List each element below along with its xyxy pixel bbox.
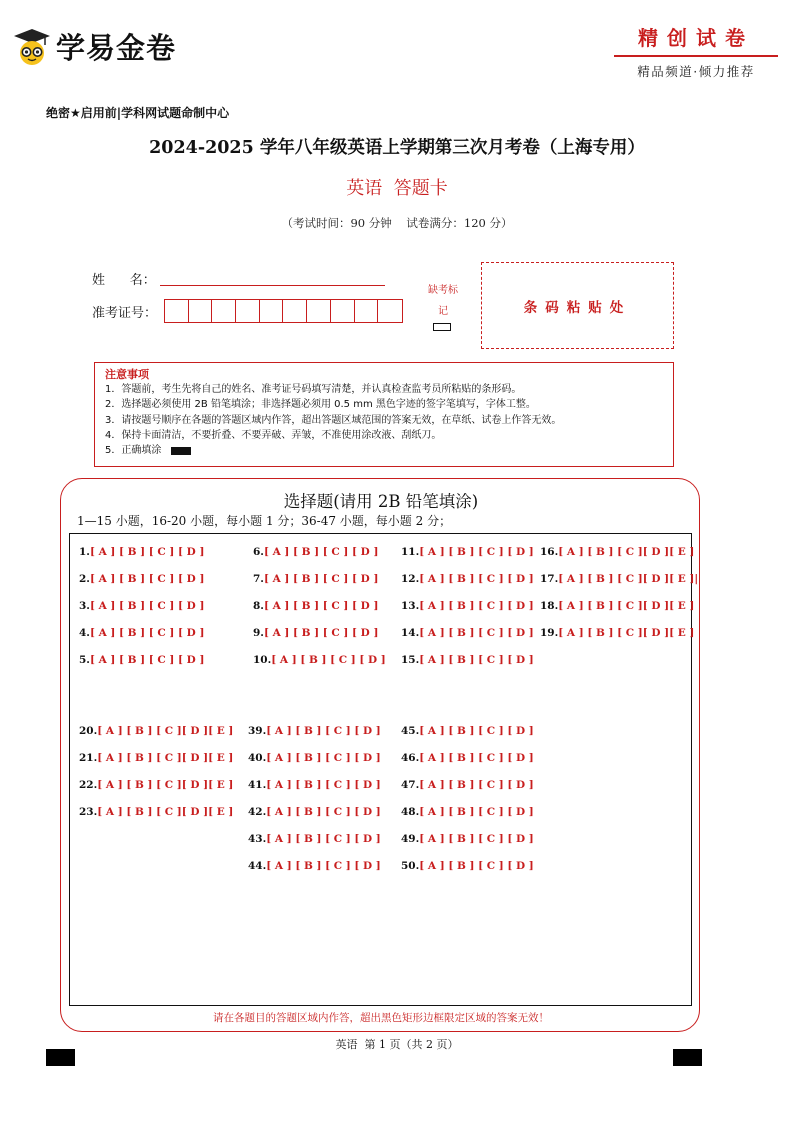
id-digit-box[interactable] <box>378 300 402 322</box>
question-number: 3. <box>79 600 90 612</box>
brand-divider <box>614 55 778 57</box>
answer-options[interactable]: [ A ] [ B ] [ C ] [ D ] <box>419 654 534 666</box>
answer-options[interactable]: [ A ] [ B ] [ C ] [ D ] <box>266 860 381 872</box>
question-9[interactable] <box>253 627 378 639</box>
answer-options[interactable]: [ A ] [ B ] [ C ] [ D ] <box>419 573 534 585</box>
question-number: 13. <box>401 600 420 612</box>
absent-mark-box[interactable] <box>433 323 451 331</box>
question-5[interactable] <box>79 654 204 666</box>
filled-mark-example <box>171 447 191 455</box>
question-10[interactable] <box>253 654 386 666</box>
id-digit-box[interactable] <box>355 300 379 322</box>
answer-options[interactable]: [ A ] [ B ] [ C ] [ D ] <box>266 725 381 737</box>
answer-options[interactable]: [ A ] [ B ] [ C ] [ D ] <box>419 779 534 791</box>
question-number: 46. <box>401 752 420 764</box>
question-number: 39. <box>248 725 267 737</box>
answer-region <box>69 533 699 1006</box>
notice-item: 2．选择题必须使用 2B 铅笔填涂；非选择题必须用 0.5 mm 黑色字迹的签字笔填写，字体工整。 <box>105 399 536 411</box>
id-digit-box[interactable] <box>212 300 236 322</box>
answer-options[interactable]: [ A ] [ B ] [ C ] [ D ] <box>89 627 205 639</box>
question-18[interactable] <box>540 600 694 612</box>
question-number: 5. <box>79 654 90 666</box>
answer-options[interactable]: [ A ] [ B ] [ C ][ D ][ E ]| <box>558 573 699 585</box>
name-label: 姓 名： <box>92 273 156 288</box>
notice-item: 1．答题前，考生先将自己的姓名、准考证号码填写清楚，并认真检查监考员所粘贴的条形码。 <box>105 384 522 395</box>
exam-info: （考试时间：90 分钟 试卷满分：120 分） <box>281 216 513 230</box>
question-number: 16. <box>540 546 559 558</box>
question-number: 17. <box>540 573 559 585</box>
exam-id-label: 准考证号： <box>92 306 158 321</box>
question-1[interactable] <box>79 546 204 558</box>
brand-logo <box>12 26 176 67</box>
question-number: 40. <box>248 752 267 764</box>
question-22[interactable] <box>79 779 233 791</box>
confidential-line: 绝密★启用前|学科网试题命制中心 <box>46 106 230 120</box>
question-number: 6. <box>253 546 264 558</box>
answer-options[interactable]: [ A ] [ B ] [ C ] [ D ] <box>263 573 379 585</box>
brand-title: 精创试卷 <box>638 26 754 50</box>
question-number: 18. <box>540 600 559 612</box>
logo-text: 学易金卷 <box>56 31 177 65</box>
question-number: 9. <box>253 627 264 639</box>
answer-options[interactable]: [ A ] [ B ] [ C ] [ D ] <box>419 725 534 737</box>
question-number: 47. <box>401 779 420 791</box>
corner-mark-right <box>673 1049 702 1066</box>
answer-options[interactable]: [ A ] [ B ] [ C ][ D ][ E ] <box>97 806 234 818</box>
question-11[interactable] <box>401 546 534 558</box>
question-number: 4. <box>79 627 90 639</box>
question-48[interactable] <box>401 806 534 818</box>
id-digit-box[interactable] <box>165 300 189 322</box>
question-number: 15. <box>401 654 420 666</box>
brand-subtitle: 精品频道·倾力推荐 <box>637 64 755 79</box>
notice-item: 3．请按题号顺序在各题的答题区域内作答，超出答题区域范围的答案无效，在草纸、试卷上作答无效。 <box>105 414 562 426</box>
question-20[interactable] <box>79 725 233 737</box>
question-14[interactable] <box>401 627 534 639</box>
question-44[interactable] <box>248 860 381 872</box>
question-46[interactable] <box>401 752 534 764</box>
answer-options[interactable]: [ A ] [ B ] [ C ] [ D ] <box>266 806 381 818</box>
answer-options[interactable]: [ A ] [ B ] [ C ][ D ][ E ] <box>97 752 234 764</box>
question-17[interactable] <box>540 573 698 585</box>
question-number: 48. <box>401 806 420 818</box>
choice-section-info: 1—15 小题，16-20 小题，每小题 1 分；36-47 小题，每小题 2 分； <box>77 514 452 528</box>
question-number: 10. <box>253 654 272 666</box>
question-number: 1. <box>79 546 90 558</box>
answer-options[interactable]: [ A ] [ B ] [ C ] [ D ] <box>419 627 534 639</box>
id-digit-box[interactable] <box>331 300 355 322</box>
answer-options[interactable]: [ A ] [ B ] [ C ][ D ][ E ] <box>97 725 234 737</box>
question-13[interactable] <box>401 600 534 612</box>
id-digit-box[interactable] <box>307 300 331 322</box>
question-47[interactable] <box>401 779 534 791</box>
answer-options[interactable]: [ A ] [ B ] [ C ][ D ][ E ] <box>97 779 234 791</box>
answer-options[interactable]: [ A ] [ B ] [ C ][ D ][ E ] <box>558 627 695 639</box>
question-number: 21. <box>79 752 98 764</box>
answer-options[interactable]: [ A ] [ B ] [ C ] [ D ] <box>419 833 534 845</box>
absent-mark-label: 缺考标记 <box>428 285 458 317</box>
answer-options[interactable]: [ A ] [ B ] [ C ] [ D ] <box>263 600 379 612</box>
id-digit-box[interactable] <box>236 300 260 322</box>
exam-title: 2024-2025 学年八年级英语上学期第三次月考卷（上海专用） <box>149 138 645 158</box>
question-number: 44. <box>248 860 267 872</box>
question-15[interactable] <box>401 654 534 666</box>
question-number: 19. <box>540 627 559 639</box>
question-number: 42. <box>248 806 267 818</box>
notice-item: 4．保持卡面清洁，不要折叠、不要弄破、弄皱，不准使用涂改液、刮纸刀。 <box>105 429 442 441</box>
answer-options[interactable]: [ A ] [ B ] [ C ][ D ][ E ] <box>558 546 695 558</box>
brand-badge <box>612 22 780 80</box>
choice-section-title: 选择题(请用 2B 铅笔填涂) <box>283 492 479 511</box>
notice-item: 5．正确填涂 <box>105 443 673 458</box>
question-8[interactable] <box>253 600 378 612</box>
answer-options[interactable]: [ A ] [ B ] [ C ] [ D ] <box>419 860 534 872</box>
answer-options[interactable]: [ A ] [ B ] [ C ] [ D ] <box>89 600 205 612</box>
owl-logo-icon <box>12 27 52 67</box>
answer-options[interactable]: [ A ] [ B ] [ C ][ D ][ E ] <box>558 600 695 612</box>
question-number: 7. <box>253 573 264 585</box>
answer-options[interactable]: [ A ] [ B ] [ C ] [ D ] <box>419 752 534 764</box>
question-number: 20. <box>79 725 98 737</box>
answer-options[interactable]: [ A ] [ B ] [ C ] [ D ] <box>266 833 381 845</box>
answer-options[interactable]: [ A ] [ B ] [ C ] [ D ] <box>266 779 381 791</box>
answer-options[interactable]: [ A ] [ B ] [ C ] [ D ] <box>89 654 205 666</box>
answer-options[interactable]: [ A ] [ B ] [ C ] [ D ] <box>419 600 534 612</box>
question-number: 23. <box>79 806 98 818</box>
question-50[interactable] <box>401 860 534 872</box>
notice-title: 注意事项 <box>105 368 149 381</box>
question-45[interactable] <box>401 725 534 737</box>
question-number: 2. <box>79 573 90 585</box>
question-number: 22. <box>79 779 98 791</box>
question-41[interactable] <box>248 779 381 791</box>
question-39[interactable] <box>248 725 381 737</box>
question-number: 11. <box>401 546 420 558</box>
answer-sheet-title: 英语 答题卡 <box>346 178 448 199</box>
question-21[interactable] <box>79 752 233 764</box>
question-2[interactable] <box>79 573 204 585</box>
exam-id-boxes[interactable] <box>164 299 403 323</box>
question-19[interactable] <box>540 627 694 639</box>
choice-answer-section <box>60 478 700 1032</box>
corner-mark-left <box>46 1049 75 1066</box>
question-43[interactable] <box>248 833 381 845</box>
answer-options[interactable]: [ A ] [ B ] [ C ] [ D ] <box>89 573 205 585</box>
answer-options[interactable]: [ A ] [ B ] [ C ] [ D ] <box>271 654 386 666</box>
barcode-area <box>481 262 674 349</box>
question-42[interactable] <box>248 806 381 818</box>
answer-options[interactable]: [ A ] [ B ] [ C ] [ D ] <box>266 752 381 764</box>
question-49[interactable] <box>401 833 534 845</box>
question-number: 41. <box>248 779 267 791</box>
answer-options[interactable]: [ A ] [ B ] [ C ] [ D ] <box>419 806 534 818</box>
question-number: 45. <box>401 725 420 737</box>
question-number: 14. <box>401 627 420 639</box>
page-footer: 英语 第 1 页（共 2 页） <box>335 1038 459 1051</box>
question-number: 12. <box>401 573 420 585</box>
id-digit-box[interactable] <box>260 300 284 322</box>
name-field[interactable] <box>160 285 385 286</box>
question-number: 8. <box>253 600 264 612</box>
answer-options[interactable]: [ A ] [ B ] [ C ] [ D ] <box>89 546 205 558</box>
question-4[interactable] <box>79 627 204 639</box>
question-7[interactable] <box>253 573 378 585</box>
answer-options[interactable]: [ A ] [ B ] [ C ] [ D ] <box>419 546 534 558</box>
question-number: 43. <box>248 833 267 845</box>
question-6[interactable] <box>253 546 378 558</box>
question-3[interactable] <box>79 600 204 612</box>
notice-box <box>94 362 674 467</box>
question-12[interactable] <box>401 573 534 585</box>
question-40[interactable] <box>248 752 381 764</box>
question-number: 49. <box>401 833 420 845</box>
question-23[interactable] <box>79 806 233 818</box>
question-number: 50. <box>401 860 420 872</box>
id-digit-box[interactable] <box>283 300 307 322</box>
answer-options[interactable]: [ A ] [ B ] [ C ] [ D ] <box>263 546 379 558</box>
answer-options[interactable]: [ A ] [ B ] [ C ] [ D ] <box>263 627 379 639</box>
id-digit-box[interactable] <box>189 300 213 322</box>
barcode-label: 条码粘贴处 <box>523 299 632 316</box>
region-warning: 请在各题目的答题区域内作答，超出黑色矩形边框限定区域的答案无效！ <box>213 1012 549 1024</box>
question-16[interactable] <box>540 546 694 558</box>
